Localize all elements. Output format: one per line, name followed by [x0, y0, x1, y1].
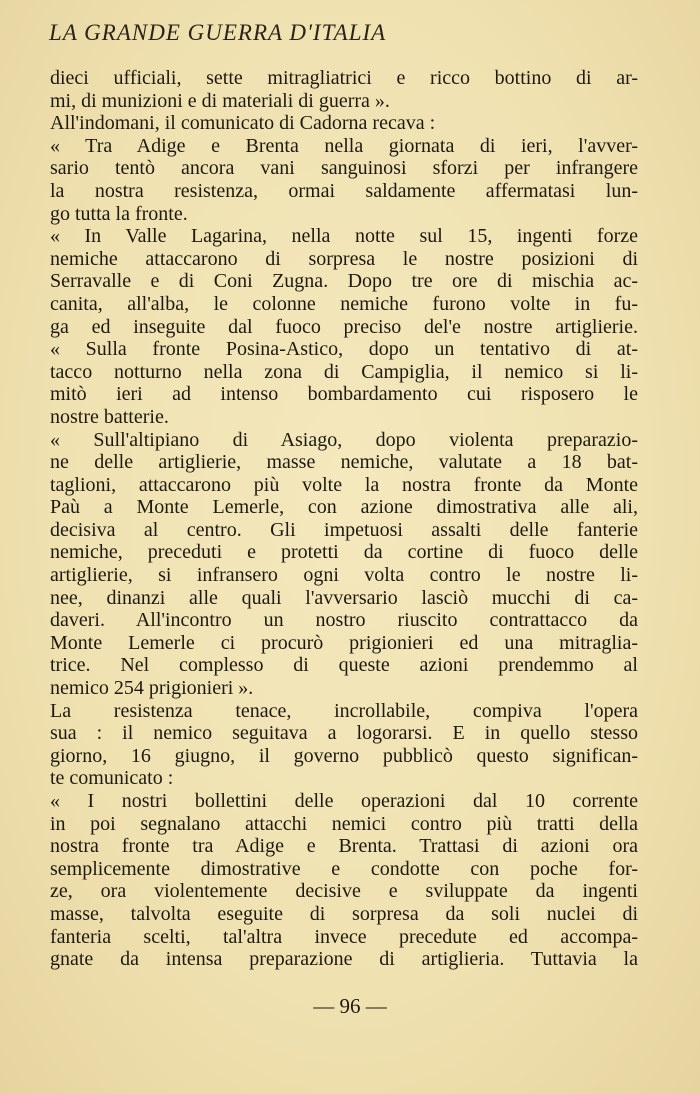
- text-line: ze, ora violentemente decisive e sviluppate da ingenti: [50, 880, 638, 903]
- text-line: taglioni, attaccarono più volte la nostra fronte da Monte: [50, 473, 638, 496]
- text-line: decisiva al centro. Gli impetuosi assalti delle fanterie: [50, 518, 638, 541]
- text-line: mi, di munizioni e di materiali di guerra ».: [50, 89, 390, 112]
- text-line: masse, talvolta eseguite di sorpresa da soli nuclei di: [50, 902, 638, 925]
- text-line: go tutta la fronte.: [50, 202, 188, 225]
- text-line: All'indomani, il comunicato di Cadorna recava :: [50, 112, 436, 135]
- text-line: ne delle artiglierie, masse nemiche, valutate a 18 bat-: [50, 451, 638, 474]
- text-line: dieci ufficiali, sette mitragliatrici e ricco bottino di ar-: [50, 67, 638, 89]
- text-line: « I nostri bollettini delle operazioni dal 10 corrente: [50, 790, 638, 812]
- text-line: nostre batterie.: [50, 405, 169, 428]
- text-line: Serravalle e di Coni Zugna. Dopo tre ore di mischia ac-: [50, 270, 638, 293]
- text-line: daveri. All'incontro un nostro riuscito contrattacco da: [50, 609, 638, 632]
- text-line: nemiche attaccarono di sorpresa le nostre posizioni di: [50, 247, 638, 270]
- text-line: nostra fronte tra Adige e Brenta. Trattasi di azioni ora: [50, 835, 638, 858]
- text-line: nemiche, preceduti e protetti da cortine di fuoco delle: [50, 541, 638, 564]
- running-head: LA GRANDE GUERRA D'ITALIA: [49, 20, 387, 45]
- text-line: fanteria scelti, tal'altra invece precedute ed accompa-: [50, 925, 638, 948]
- text-line: « Sull'altipiano di Asiago, dopo violenta preparazio-: [50, 428, 638, 451]
- text-line: sua : il nemico seguitava a logorarsi. E in quello stesso: [50, 722, 638, 745]
- page-number: — 96 —: [313, 994, 387, 1018]
- text-line: Paù a Monte Lemerle, con azione dimostrativa alle ali,: [50, 496, 638, 519]
- text-line: nemico 254 prigionieri ».: [50, 677, 254, 700]
- text-line: ga ed inseguite dal fuoco preciso del'e nostre artiglierie.: [50, 315, 638, 338]
- text-line: la nostra resistenza, ormai saldamente affermatasi lun-: [50, 179, 638, 202]
- text-line: gnate da intensa preparazione di artiglieria. Tuttavia la: [50, 948, 638, 971]
- text-line: giorno, 16 giugno, il governo pubblicò questo significan-: [50, 744, 638, 767]
- text-line: semplicemente dimostrative e condotte con poche for-: [50, 857, 638, 880]
- body-text: [50, 67, 638, 971]
- text-line: in poi segnalano attacchi nemici contro più tratti della: [50, 812, 638, 835]
- text-line: trice. Nel complesso di queste azioni prendemmo al: [50, 654, 638, 677]
- text-line: te comunicato :: [50, 767, 174, 790]
- text-line: canita, all'alba, le colonne nemiche furono volte in fu-: [50, 292, 638, 315]
- text-line: artiglierie, si infransero ogni volta contro le nostre li-: [50, 564, 638, 587]
- text-line: « Sulla fronte Posina-Astico, dopo un tentativo di at-: [50, 338, 638, 361]
- text-line: sario tentò ancora vani sanguinosi sforzi per infrangere: [50, 157, 638, 180]
- text-line: nee, dinanzi alle quali l'avversario lasciò mucchi di ca-: [50, 586, 638, 609]
- text-line: La resistenza tenace, incrollabile, compiva l'opera: [50, 699, 638, 722]
- text-line: « In Valle Lagarina, nella notte sul 15, ingenti forze: [50, 225, 638, 248]
- text-line: mitò ieri ad intenso bombardamento cui risposero le: [50, 383, 638, 406]
- text-line: Monte Lemerle ci procurò prigionieri ed una mitraglia-: [50, 631, 638, 654]
- text-line: tacco notturno nella zona di Campiglia, il nemico si li-: [50, 360, 638, 383]
- text-line: « Tra Adige e Brenta nella giornata di ieri, l'avver-: [50, 134, 638, 157]
